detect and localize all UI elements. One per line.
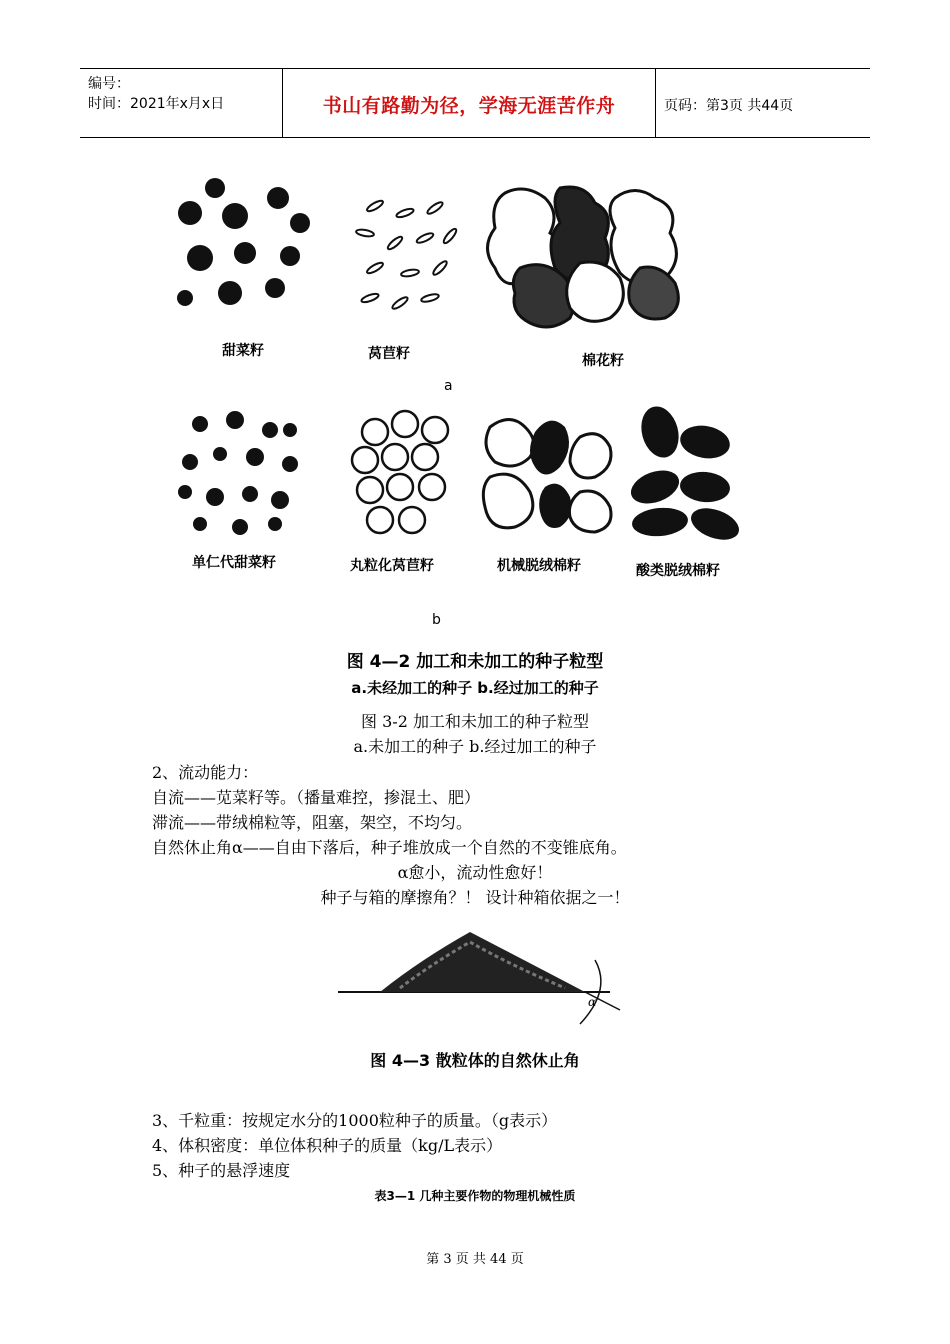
flow-line-4: α愈小，流动性愈好！ — [397, 863, 553, 882]
header-left-cell — [80, 69, 282, 137]
time-label: 时间：2021年x月x日 — [88, 96, 225, 112]
sugar-beet-seeds-illustration — [177, 178, 310, 306]
label-mechanical-cotton: 机械脱绒棉籽 — [497, 558, 581, 574]
cotton-seeds-illustration — [488, 187, 679, 327]
label-acid-cotton: 酸类脱绒棉籽 — [636, 563, 720, 579]
angle-alpha-label: α — [588, 995, 597, 1009]
angle-of-repose-figure — [330, 920, 630, 1030]
table-caption: 表3—1 几种主要作物的物理机械性质 — [374, 1189, 576, 1203]
label-pelleted-lettuce: 丸粒化莴苣籽 — [350, 558, 434, 574]
monogerm-beet-seeds-illustration — [178, 411, 298, 535]
figure-caption-scan-title: 图 4—2 加工和未加工的种子粒型 — [346, 652, 604, 672]
figure-a-sublabel: a — [444, 378, 453, 394]
page-info: 页码：第3页 共44页 — [664, 98, 794, 114]
seed-figure-b — [160, 402, 760, 632]
label-sugar-beet: 甜菜籽 — [222, 343, 264, 359]
figure-b-sublabel: b — [432, 612, 441, 628]
acid-delinted-cotton-illustration — [626, 402, 743, 545]
flow-line-5: 种子与箱的摩擦角？！ 设计种箱依据之一！ — [320, 888, 630, 907]
figure-caption-scan-subtitle: a.未经加工的种子 b.经过加工的种子 — [351, 679, 599, 697]
header-right-cell — [654, 69, 870, 137]
flow-line-1: 自流——苋菜籽等。（播量难控，掺混土、肥） — [152, 788, 481, 807]
page-footer: 第 3 页 共 44 页 — [426, 1252, 524, 1267]
flow-line-3: 自然休止角α——自由下落后，种子堆放成一个自然的不变锥底角。 — [152, 838, 627, 857]
label-cotton: 棉花籽 — [582, 353, 624, 369]
lettuce-seeds-illustration — [356, 199, 458, 311]
pile-figure-caption: 图 4—3 散粒体的自然休止角 — [370, 1051, 580, 1070]
label-lettuce: 莴苣籽 — [368, 346, 410, 362]
flow-line-2: 滞流——带绒棉粒等，阻塞，架空，不均匀。 — [152, 813, 473, 832]
motto: 书山有路勤为径，学海无涯苦作舟 — [322, 95, 616, 117]
seed-figure-a — [160, 168, 740, 398]
figure-caption-title: 图 3-2 加工和未加工的种子粒型 — [361, 712, 589, 731]
pelleted-lettuce-seeds-illustration — [352, 411, 448, 533]
figure-caption-subtitle: a.未加工的种子 b.经过加工的种子 — [353, 737, 597, 756]
label-monogerm-beet: 单仁代甜菜籽 — [192, 555, 276, 571]
page-header — [80, 68, 870, 138]
header-center-cell — [282, 69, 656, 137]
item-bulk-density: 4、体积密度：单位体积种子的质量（kg/L表示） — [152, 1136, 503, 1155]
item-terminal-velocity: 5、种子的悬浮速度 — [152, 1161, 291, 1180]
mechanical-delinted-cotton-illustration — [483, 420, 611, 533]
item-thousand-grain-weight: 3、千粒重：按规定水分的1000粒种子的质量。（g表示） — [152, 1111, 558, 1130]
flow-heading: 2、流动能力： — [152, 763, 259, 782]
number-label: 编号： — [88, 76, 130, 92]
